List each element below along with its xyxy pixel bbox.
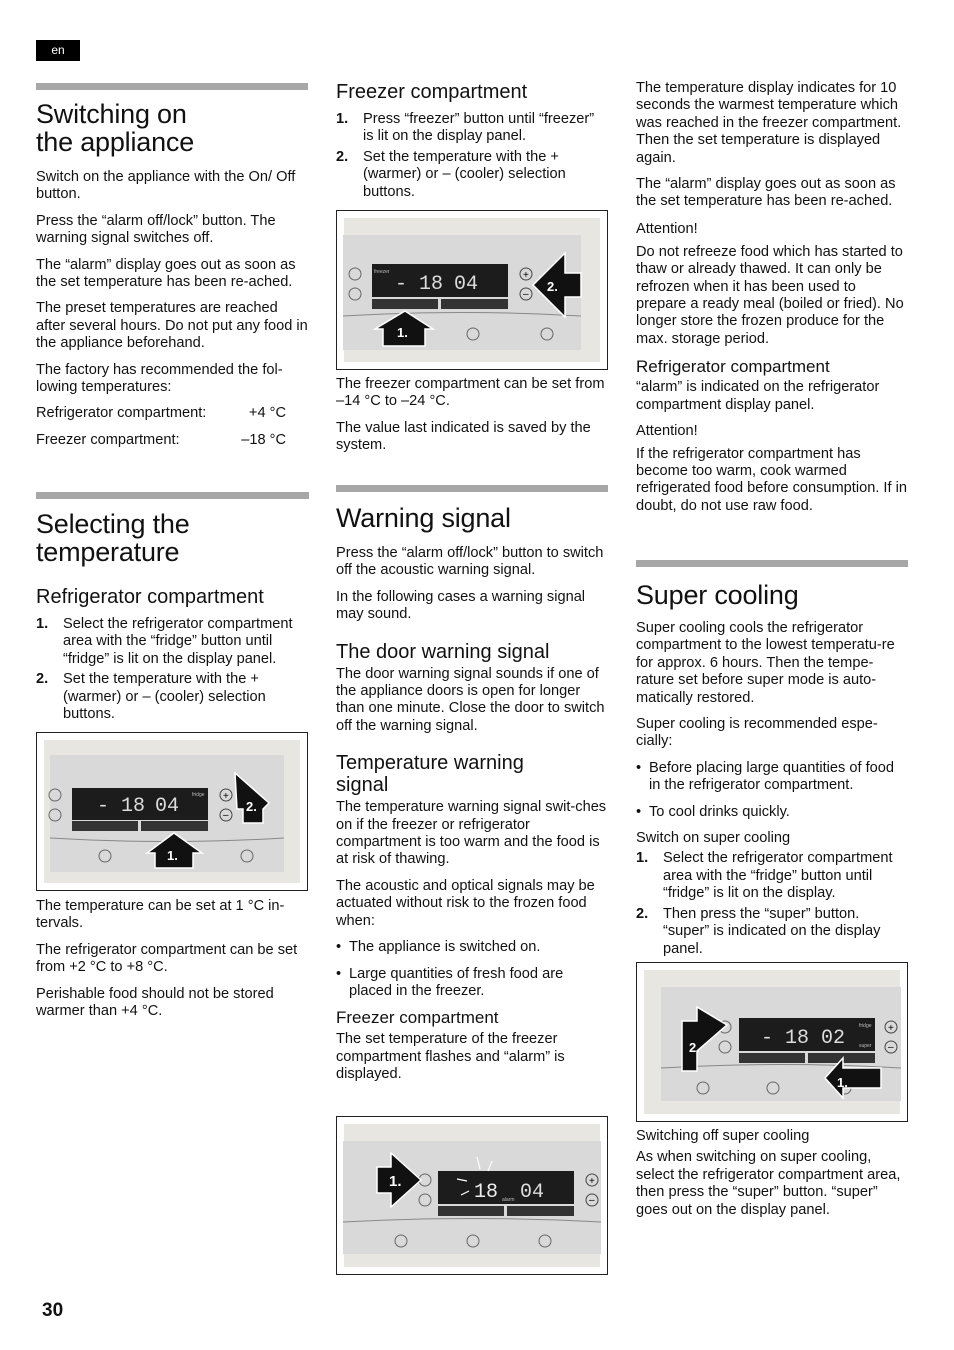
- paragraph: Switch on the appliance with the On/ Off button.: [36, 169, 296, 203]
- list-item: 1. Select the refrigerator compartment area with the “fridge” button until “fridge” is lit on the display panel.: [36, 616, 293, 667]
- list-item: 2. Set the temperature with the + (warmer) or – (cooler) selection buttons.: [36, 671, 266, 723]
- svg-text:–: –: [589, 1195, 595, 1206]
- svg-text:1.: 1.: [397, 325, 408, 340]
- svg-text:04: 04: [454, 273, 479, 296]
- paragraph: The factory has recommended the fol-lowing temperatures:: [36, 361, 283, 396]
- list-item: • To cool drinks quickly.: [636, 803, 790, 820]
- control-panel-illustration: [337, 211, 607, 369]
- paragraph: “alarm” is indicated on the refrigerator compartment display panel.: [636, 379, 880, 413]
- svg-text:alarm: alarm: [502, 1197, 515, 1203]
- svg-text:- 18: - 18: [761, 1027, 810, 1050]
- subheading: The door warning signal: [336, 640, 550, 663]
- list-item: 2. Then press the “super” button. “super” is indicated on the display panel.: [636, 905, 881, 957]
- svg-text:04: 04: [520, 1181, 545, 1204]
- bullet-list: [336, 939, 608, 1000]
- subheading: Refrigerator compartment: [36, 586, 264, 608]
- svg-text:–: –: [888, 1042, 894, 1053]
- language-badge: en: [36, 40, 80, 61]
- svg-text:super: super: [859, 1043, 872, 1049]
- svg-text:fridge: fridge: [859, 1023, 872, 1029]
- list-item: 1. Select the refrigerator compartment area with the “fridge” button until “fridge” is lit on the display.: [636, 850, 893, 902]
- svg-text:2.: 2.: [246, 799, 257, 814]
- paragraph: Do not refreeze food which has started to thaw or already thawed. It can only be refrozen when it has been used to prepare a ready meal (boiled or fried). No longer store the frozen produce for the max. storage period.: [636, 243, 904, 347]
- paragraph: Super cooling cools the refrigerator compartment to the lowest temperatu-re for approx. 6 hours. Then the tempe-rature set before super mode is auto-matically restored.: [636, 620, 895, 706]
- control-panel-illustration: [37, 733, 307, 890]
- paragraph: The “alarm” display goes out as soon as the set temperature has been re-ached.: [636, 176, 896, 210]
- svg-text:18: 18: [474, 1181, 499, 1204]
- bullet-list: [636, 760, 908, 821]
- subheading: Switch on super cooling: [636, 830, 791, 847]
- control-panel-illustration: [637, 963, 907, 1121]
- subheading: Freezer compartment: [336, 1008, 499, 1028]
- section-rule: [336, 485, 608, 492]
- section-rule: [636, 560, 908, 567]
- paragraph: The set temperature of the freezer compartment flashes and “alarm” is displayed.: [336, 1031, 565, 1083]
- control-panel-illustration: [337, 1117, 607, 1274]
- section-title-super-cooling: Super cooling: [636, 580, 799, 610]
- paragraph: The value last indicated is saved by the system.: [336, 419, 591, 454]
- column-2-middle: [336, 376, 608, 455]
- paragraph: The temperature warning signal swit-ches on if the freezer or refrigerator compartment is too warm and the food is at risk of thawing.: [336, 799, 607, 868]
- steps-list: [36, 616, 309, 723]
- subheading: Temperature warning signal: [336, 752, 524, 797]
- svg-text:–: –: [223, 810, 229, 821]
- paragraph: Perishable food should not be stored warmer than +4 °C.: [36, 985, 274, 1020]
- svg-text:+: +: [589, 1176, 595, 1187]
- column-1-bottom: [36, 898, 306, 1020]
- paragraph: The preset temperatures are reached after several hours. Do not put any food in the appliance beforehand.: [36, 300, 308, 352]
- attention-label: Attention!: [636, 423, 698, 440]
- column-2: [336, 81, 608, 204]
- paragraph: Press the “alarm off/lock” button to switch off the acoustic warning signal.: [336, 545, 604, 579]
- list-item: • Large quantities of fresh food are placed in the freezer.: [336, 965, 564, 999]
- svg-text:2.: 2.: [547, 279, 558, 294]
- section-title-warning: Warning signal: [336, 503, 511, 533]
- svg-text:+: +: [888, 1023, 894, 1034]
- list-item: • Before placing large quantities of food in the refrigerator compartment.: [636, 759, 895, 794]
- page-number: 30: [42, 1300, 64, 1321]
- column-3-super: [636, 560, 908, 961]
- column-3: [636, 80, 908, 515]
- subheading: Switching off super cooling: [636, 1128, 810, 1144]
- list-item: 1. Press “freezer” button until “freezer” is lit on the display panel.: [336, 111, 595, 145]
- temperature-row: Freezer compartment: –18 °C: [36, 431, 286, 448]
- list-item: • The appliance is switched on.: [336, 939, 541, 956]
- svg-text:02: 02: [821, 1027, 846, 1050]
- svg-text:+: +: [523, 270, 529, 281]
- paragraph: The temperature can be set at 1 °C in-tervals.: [36, 898, 285, 932]
- paragraph: As when switching on super cooling, select the refrigerator compartment area, then press the “super” button. “super” goes out on the display panel.: [636, 1149, 901, 1218]
- attention-label: Attention!: [636, 220, 698, 237]
- svg-text:1.: 1.: [167, 848, 178, 863]
- temperature-row: Refrigerator compartment: +4 °C: [36, 405, 286, 422]
- svg-text:+: +: [223, 791, 229, 802]
- svg-text:–: –: [523, 289, 529, 300]
- column-2-warning: [336, 485, 608, 1084]
- paragraph: The refrigerator compartment can be set from +2 °C to +8 °C.: [36, 941, 298, 976]
- display-figure-alarm: [336, 1116, 608, 1275]
- svg-text:1.: 1.: [389, 1173, 402, 1190]
- steps-list: [636, 850, 908, 957]
- section-title-switching: Switching on the appliance: [36, 99, 195, 157]
- subheading: Refrigerator compartment: [636, 357, 830, 377]
- list-item: 2. Set the temperature with the + (warmer) or – (cooler) selection buttons.: [336, 148, 566, 200]
- svg-text:2.: 2.: [689, 1040, 700, 1055]
- paragraph: The acoustic and optical signals may be actuated without risk to the frozen food when:: [336, 877, 595, 929]
- svg-text:- 18: - 18: [395, 273, 444, 296]
- svg-text:1.: 1.: [837, 1075, 848, 1090]
- display-figure-fridge: [36, 732, 308, 891]
- paragraph: Press the “alarm off/lock” button. The warning signal switches off.: [36, 212, 276, 247]
- paragraph: The temperature display indicates for 10 seconds the warmest temperature which was reached in the freezer compartment. Then the set temperature is displayed again.: [636, 80, 902, 166]
- column-1: [36, 83, 308, 449]
- paragraph: In the following cases a warning signal may sound.: [336, 588, 586, 623]
- display-figure-freezer: [336, 210, 608, 370]
- svg-text:04: 04: [155, 795, 180, 818]
- display-figure-super: [636, 962, 908, 1122]
- svg-text:freezer: freezer: [374, 269, 390, 275]
- section-rule: [36, 83, 308, 90]
- column-1-lower: [36, 492, 309, 726]
- paragraph: The “alarm” display goes out as soon as the set temperature has been re-ached.: [36, 256, 296, 291]
- svg-text:- 18: - 18: [97, 795, 146, 818]
- section-title-selecting: Selecting the temperature: [36, 509, 190, 567]
- paragraph: Super cooling is recommended espe-cially:: [636, 716, 878, 750]
- subheading: Freezer compartment: [336, 81, 528, 103]
- paragraph: The door warning signal sounds if one of the appliance doors is open for longer than one minute. Close the door to switch off the warning signal.: [336, 665, 605, 734]
- paragraph: The freezer compartment can be set from –14 °C to –24 °C.: [336, 376, 605, 410]
- section-rule: [36, 492, 309, 499]
- column-3-bottom: [636, 1128, 908, 1219]
- paragraph: If the refrigerator compartment has become too warm, cook warmed refrigerated food before consumption. If in doubt, do not use raw food.: [636, 445, 907, 514]
- svg-text:fridge: fridge: [192, 792, 205, 798]
- steps-list: [336, 111, 608, 201]
